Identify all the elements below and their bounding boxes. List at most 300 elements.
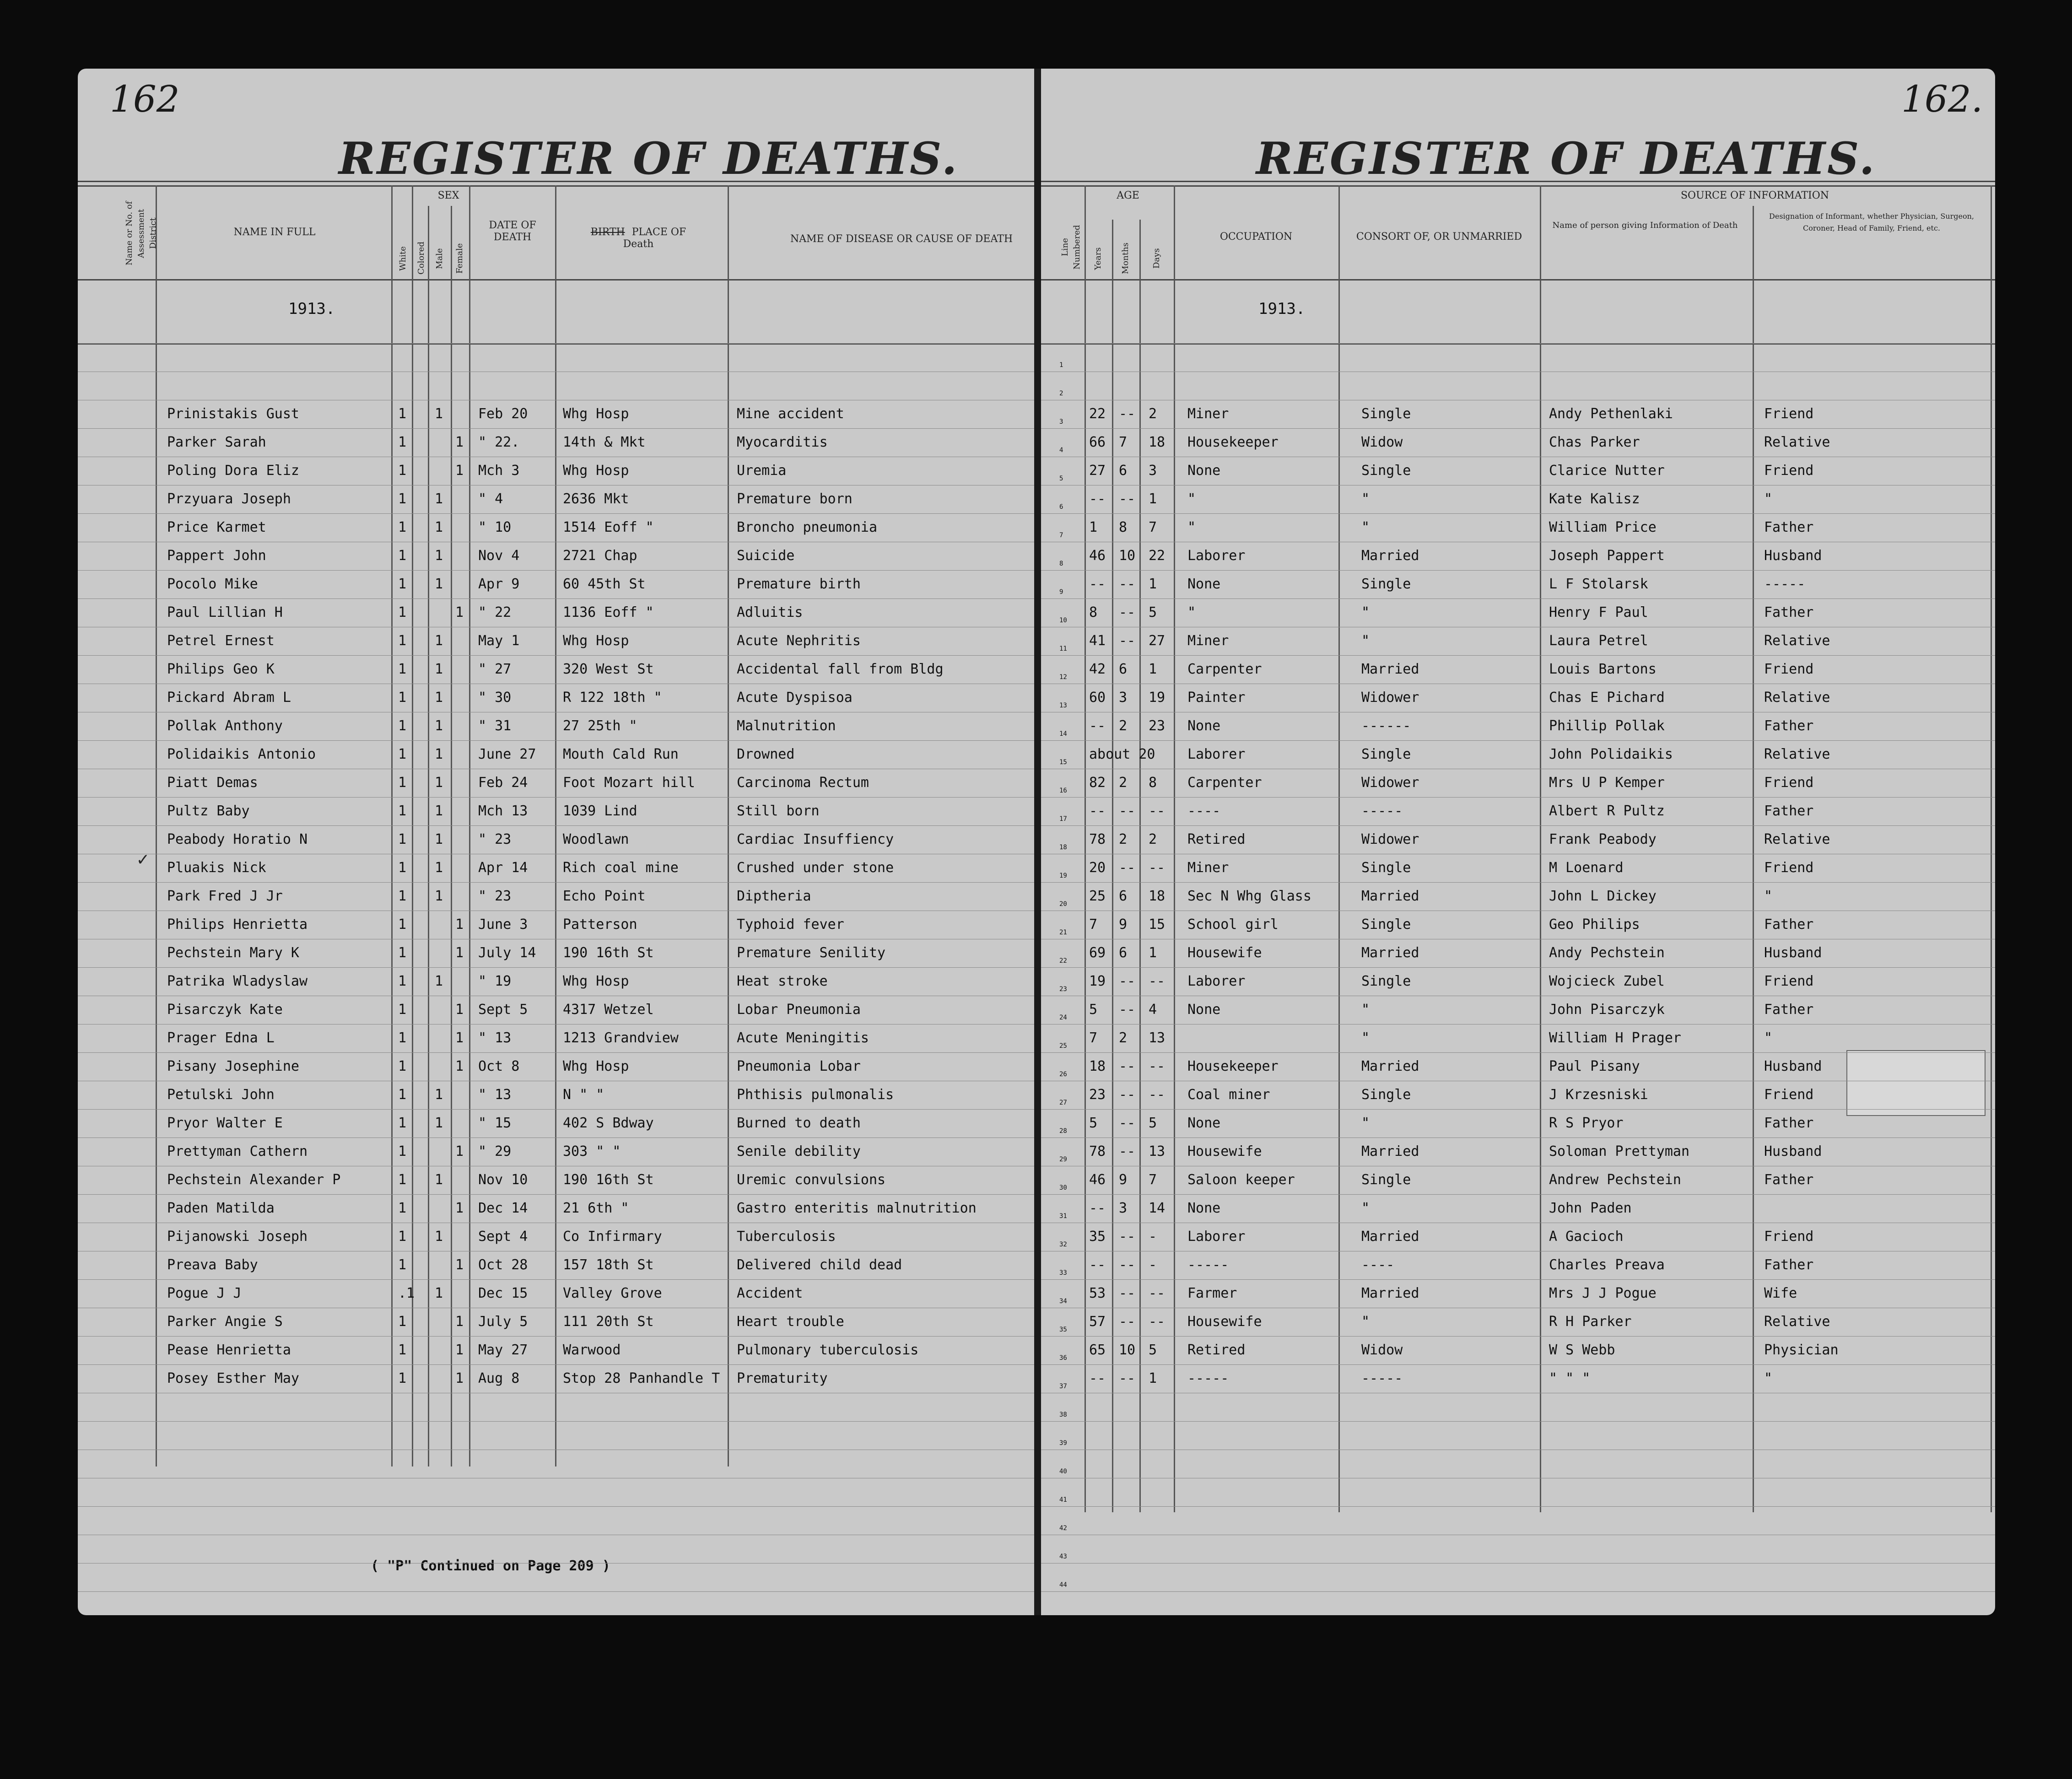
record-row-right: [1041, 570, 1995, 598]
line-number: 44: [1059, 1581, 1067, 1589]
cause-of-death: Premature birth: [737, 576, 861, 592]
colored-header: Colored: [416, 242, 426, 275]
ruled-line: [1041, 1506, 1995, 1507]
death-date: Aug 8: [478, 1370, 520, 1386]
occupation: Housewife: [1187, 945, 1262, 961]
ruled-line: [78, 1194, 1034, 1195]
informant-name: M Loenard: [1549, 860, 1624, 876]
informant-name: " " ": [1549, 1370, 1591, 1386]
cause-of-death: Tuberculosis: [737, 1229, 836, 1245]
deceased-name: Pisarczyk Kate: [167, 1002, 283, 1018]
white-mark: 1: [398, 1087, 407, 1103]
death-date: Oct 8: [478, 1058, 520, 1074]
death-date: Sept 4: [478, 1229, 528, 1245]
cause-of-death: Acute Nephritis: [737, 633, 861, 649]
death-date: " 29: [478, 1143, 512, 1159]
female-mark: 1: [455, 945, 464, 961]
informant-designation: Physician: [1764, 1342, 1839, 1358]
line-number: 20: [1059, 900, 1067, 908]
death-date: Mch 13: [478, 803, 528, 819]
ruled-line: [78, 598, 1034, 599]
age-years: 25: [1089, 888, 1106, 904]
line-number: 15: [1059, 759, 1067, 766]
male-mark: 1: [435, 888, 443, 904]
cause-of-death: Senile debility: [737, 1143, 861, 1159]
female-mark: 1: [455, 916, 464, 933]
male-header: Male: [435, 248, 444, 269]
age-months: 3: [1119, 690, 1128, 706]
informant-designation: ": [1764, 1030, 1773, 1046]
occupation: -----: [1187, 1257, 1229, 1273]
record-row-right: [1041, 400, 1995, 428]
white-mark: 1: [398, 1172, 407, 1188]
age-days: 1: [1149, 1370, 1157, 1386]
death-date: July 5: [478, 1314, 528, 1330]
line-number: 34: [1059, 1298, 1067, 1305]
informant-name: Andrew Pechstein: [1549, 1172, 1681, 1188]
death-place: 2721 Chap: [563, 548, 637, 564]
ruled-line: [1041, 1364, 1995, 1365]
marital-status: Single: [1361, 973, 1411, 989]
cause-of-death: Delivered child dead: [737, 1257, 902, 1273]
female-mark: 1: [455, 434, 464, 450]
line-number: 31: [1059, 1213, 1067, 1220]
informant-name: Albert R Pultz: [1549, 803, 1665, 819]
male-mark: 1: [435, 1115, 443, 1131]
cause-of-death: Lobar Pneumonia: [737, 1002, 861, 1018]
cause-of-death: Accidental fall from Bldg: [737, 661, 944, 677]
deceased-name: Petulski John: [167, 1087, 275, 1103]
informant-designation: Relative: [1764, 690, 1830, 706]
record-row-right: [1041, 825, 1995, 854]
white-mark: 1: [398, 945, 407, 961]
record-row-left: [78, 655, 1034, 684]
marital-status: -----: [1361, 803, 1403, 819]
line-number: 16: [1059, 787, 1067, 794]
ruled-line: [78, 1279, 1034, 1280]
death-date: Apr 14: [478, 860, 528, 876]
cause-of-death: Carcinoma Rectum: [737, 775, 869, 791]
age-years: 5: [1089, 1002, 1098, 1018]
record-row-left: [78, 769, 1034, 797]
white-mark: 1: [398, 661, 407, 677]
ruled-line: [78, 1137, 1034, 1138]
white-mark: 1: [398, 1229, 407, 1245]
age-months: --: [1119, 633, 1136, 649]
death-place: Co Infirmary: [563, 1229, 662, 1245]
age-days: 4: [1149, 1002, 1157, 1018]
age-months: --: [1119, 1002, 1136, 1018]
ruled-line: [1041, 825, 1995, 826]
occupation: Saloon keeper: [1187, 1172, 1295, 1188]
age-months: 3: [1119, 1200, 1128, 1216]
ruled-line: [1041, 967, 1995, 968]
informant-name: J Krzesniski: [1549, 1087, 1648, 1103]
death-place: R 122 18th ": [563, 690, 662, 706]
line-number: 6: [1059, 503, 1063, 511]
marital-status: Widower: [1361, 690, 1419, 706]
informant-designation: Friend: [1764, 661, 1814, 677]
record-row-right: [1041, 513, 1995, 542]
record-row-left: [78, 428, 1034, 457]
female-mark: 1: [455, 1058, 464, 1074]
age-years: 82: [1089, 775, 1106, 791]
male-mark: 1: [435, 1285, 443, 1301]
death-place: Whg Hosp: [563, 633, 629, 649]
record-row-left: [78, 627, 1034, 655]
right-page: [1041, 69, 1995, 1615]
record-row-left: [78, 854, 1034, 882]
white-mark: 1: [398, 888, 407, 904]
informant-name: L F Stolarsk: [1549, 576, 1648, 592]
age-months: 10: [1119, 548, 1136, 564]
record-row-left: [78, 1081, 1034, 1109]
deceased-name: Pollak Anthony: [167, 718, 283, 734]
deceased-name: Piatt Demas: [167, 775, 258, 791]
white-mark: 1: [398, 491, 407, 507]
cause-of-death: Suicide: [737, 548, 795, 564]
age-months: --: [1119, 604, 1136, 620]
white-mark: 1: [398, 1314, 407, 1330]
informant-name: Frank Peabody: [1549, 831, 1657, 847]
deceased-name: Peabody Horatio N: [167, 831, 308, 847]
informant-designation: Friend: [1764, 463, 1814, 479]
record-row-right: [1041, 911, 1995, 939]
death-place: Rich coal mine: [563, 860, 679, 876]
death-date: Oct 28: [478, 1257, 528, 1273]
age-months: --: [1119, 576, 1136, 592]
marital-status: Single: [1361, 1172, 1411, 1188]
female-mark: 1: [455, 463, 464, 479]
deceased-name: Park Fred J Jr: [167, 888, 283, 904]
occupation: Carpenter: [1187, 775, 1262, 791]
informant-designation: Wife: [1764, 1285, 1797, 1301]
record-row-left: [78, 712, 1034, 740]
age-days: 5: [1149, 604, 1157, 620]
line-number: 36: [1059, 1354, 1067, 1362]
record-row-left: [78, 1336, 1034, 1364]
age-years: 46: [1089, 1172, 1106, 1188]
cause-of-death: Uremic convulsions: [737, 1172, 886, 1188]
age-years: 46: [1089, 548, 1106, 564]
occupation: Laborer: [1187, 973, 1246, 989]
informant-designation: Friend: [1764, 860, 1814, 876]
age-months: --: [1119, 1229, 1136, 1245]
marital-status: Married: [1361, 888, 1419, 904]
line-number: 1: [1059, 361, 1063, 369]
informant-name: R S Pryor: [1549, 1115, 1624, 1131]
deceased-name: Prager Edna L: [167, 1030, 275, 1046]
deceased-name: Prinistakis Gust: [167, 406, 299, 422]
occupation: Laborer: [1187, 746, 1246, 762]
informant-designation: Relative: [1764, 633, 1830, 649]
days-header: Days: [1152, 248, 1161, 269]
cause-of-death: Typhoid fever: [737, 916, 844, 933]
age-months: 2: [1119, 775, 1128, 791]
death-place: 303 " ": [563, 1143, 621, 1159]
deceased-name: Preava Baby: [167, 1257, 258, 1273]
line-number: 18: [1059, 844, 1067, 851]
record-row-right: [1041, 1194, 1995, 1223]
occupation: Sec N Whg Glass: [1187, 888, 1311, 904]
record-row-left: [78, 1052, 1034, 1081]
death-date: Dec 14: [478, 1200, 528, 1216]
ruled-line: [1041, 1591, 1995, 1592]
informant-designation: Husband: [1764, 548, 1822, 564]
line-number: 14: [1059, 730, 1067, 738]
death-place: N " ": [563, 1087, 604, 1103]
ruled-line: [1041, 428, 1995, 429]
age-days: --: [1149, 973, 1166, 989]
informant-name: Geo Philips: [1549, 916, 1640, 933]
marital-status: Married: [1361, 1229, 1419, 1245]
ruled-line: [1041, 1052, 1995, 1053]
line-number: 26: [1059, 1071, 1067, 1078]
informant-designation: Father: [1764, 1002, 1814, 1018]
white-mark: 1: [398, 831, 407, 847]
death-place: Patterson: [563, 916, 637, 933]
male-mark: 1: [435, 1229, 443, 1245]
female-mark: 1: [455, 1200, 464, 1216]
cause-of-death: Adluitis: [737, 604, 803, 620]
informant-name: Charles Preava: [1549, 1257, 1665, 1273]
cause-of-death: Broncho pneumonia: [737, 519, 878, 535]
line-number: 13: [1059, 702, 1067, 709]
female-mark: 1: [455, 1143, 464, 1159]
ruled-line: [78, 570, 1034, 571]
death-date: Mch 3: [478, 463, 520, 479]
record-row-left: [78, 1024, 1034, 1052]
name-header: NAME IN FULL: [233, 226, 316, 238]
death-place: 27 25th ": [563, 718, 637, 734]
line-number: 42: [1059, 1525, 1067, 1532]
marital-status: ": [1361, 1115, 1370, 1131]
informant-name: John Paden: [1549, 1200, 1632, 1216]
deceased-name: Poling Dora Eliz: [167, 463, 299, 479]
deceased-name: Paul Lillian H: [167, 604, 283, 620]
left-page-title: REGISTER OF DEATHS.: [339, 133, 959, 184]
occupation: None: [1187, 463, 1221, 479]
informant-designation: Friend: [1764, 1087, 1814, 1103]
marital-status: ": [1361, 633, 1370, 649]
white-mark: 1: [398, 1115, 407, 1131]
male-mark: 1: [435, 1172, 443, 1188]
white-mark: 1: [398, 860, 407, 876]
age-months: 6: [1119, 945, 1128, 961]
deceased-name: Pijanowski Joseph: [167, 1229, 308, 1245]
age-years: 42: [1089, 661, 1106, 677]
ruled-line: [78, 967, 1034, 968]
record-row-right: [1041, 1251, 1995, 1279]
record-row-right: [1041, 598, 1995, 627]
age-days: --: [1149, 1058, 1166, 1074]
death-place: Woodlawn: [563, 831, 629, 847]
age-years: 23: [1089, 1087, 1106, 1103]
white-mark: 1: [398, 746, 407, 762]
line-number: 4: [1059, 447, 1063, 454]
age-days: 14: [1149, 1200, 1166, 1216]
record-row-left: [78, 598, 1034, 627]
age-years: 78: [1089, 831, 1106, 847]
age-months: 6: [1119, 463, 1128, 479]
female-mark: 1: [455, 1257, 464, 1273]
male-mark: 1: [435, 803, 443, 819]
ruled-line: [78, 825, 1034, 826]
cause-of-death: Drowned: [737, 746, 795, 762]
occupation: Housewife: [1187, 1314, 1262, 1330]
marital-status: ": [1361, 1200, 1370, 1216]
white-mark: 1: [398, 1342, 407, 1358]
age-years: 69: [1089, 945, 1106, 961]
marital-status: ": [1361, 1314, 1370, 1330]
occupation: None: [1187, 576, 1221, 592]
age-days: 8: [1149, 775, 1157, 791]
ruled-line: [78, 343, 1034, 344]
white-mark: 1: [398, 633, 407, 649]
white-header: White: [398, 246, 408, 271]
death-date: " 22.: [478, 434, 520, 450]
ruled-line: [1041, 343, 1995, 344]
deceased-name: Przyuara Joseph: [167, 491, 291, 507]
ruled-line: [78, 1052, 1034, 1053]
age-months: --: [1119, 1115, 1136, 1131]
death-place: 402 S Bdway: [563, 1115, 654, 1131]
age-months: 10: [1119, 1342, 1136, 1358]
death-date: " 15: [478, 1115, 512, 1131]
death-date: " 13: [478, 1087, 512, 1103]
record-row-left: [78, 939, 1034, 967]
place-header: [581, 226, 696, 250]
age-days: 22: [1149, 548, 1166, 564]
cause-of-death: Uremia: [737, 463, 787, 479]
age-years: 20: [1089, 860, 1106, 876]
age-days: 7: [1149, 519, 1157, 535]
age-days: --: [1149, 1285, 1166, 1301]
age-days: 15: [1149, 916, 1166, 933]
age-days: 19: [1149, 690, 1166, 706]
marital-status: Married: [1361, 945, 1419, 961]
ruled-line: [78, 655, 1034, 656]
left-page: [78, 69, 1034, 1615]
informant-name: Mrs U P Kemper: [1549, 775, 1665, 791]
age-years: 7: [1089, 1030, 1098, 1046]
informant-designation: Father: [1764, 519, 1814, 535]
occupation: Retired: [1187, 1342, 1246, 1358]
death-place: Foot Mozart hill: [563, 775, 695, 791]
informant-designation: Relative: [1764, 746, 1830, 762]
line-number: 21: [1059, 929, 1067, 936]
disease-header: NAME OF DISEASE OR CAUSE OF DEATH: [790, 233, 1013, 245]
death-place: 14th & Mkt: [563, 434, 646, 450]
informant-header: Name of person giving Information of Death: [1552, 221, 1738, 230]
age-header: AGE: [1117, 190, 1139, 201]
cause-of-death: Phthisis pulmonalis: [737, 1087, 894, 1103]
occupation: Farmer: [1187, 1285, 1237, 1301]
informant-name: John L Dickey: [1549, 888, 1657, 904]
record-row-right: [1041, 712, 1995, 740]
informant-name: Kate Kalisz: [1549, 491, 1640, 507]
record-row-left: [78, 1166, 1034, 1194]
death-place: 60 45th St: [563, 576, 646, 592]
deceased-name: Philips Geo K: [167, 661, 275, 677]
age-days: -: [1149, 1257, 1157, 1273]
age-days: --: [1149, 860, 1166, 876]
record-row-right: [1041, 457, 1995, 485]
record-row-left: [78, 570, 1034, 598]
record-row-left: [78, 1308, 1034, 1336]
deceased-name: Pickard Abram L: [167, 690, 291, 706]
informant-designation: Friend: [1764, 1229, 1814, 1245]
age-years: --: [1089, 1370, 1106, 1386]
death-date: June 27: [478, 746, 536, 762]
consort-header: CONSORT OF, OR UNMARRIED: [1356, 231, 1522, 243]
designation-header: Designation of Informant, whether Physician, Surgeon, Coroner, Head of Family, Friend, etc.: [1769, 212, 1974, 232]
death-date: " 30: [478, 690, 512, 706]
informant-name: W S Webb: [1549, 1342, 1615, 1358]
ruled-line: [78, 882, 1034, 883]
deceased-name: Price Karmet: [167, 519, 266, 535]
female-mark: 1: [455, 1342, 464, 1358]
age-years: --: [1089, 1257, 1106, 1273]
ruled-line: [78, 1591, 1034, 1592]
death-date: " 13: [478, 1030, 512, 1046]
record-row-left: [78, 967, 1034, 996]
age-months: 2: [1119, 831, 1128, 847]
marital-status: Single: [1361, 406, 1411, 422]
record-row-right: [1041, 1024, 1995, 1052]
informant-designation: -----: [1764, 576, 1806, 592]
record-row-right: [1041, 996, 1995, 1024]
age-years: 65: [1089, 1342, 1106, 1358]
age-years: 8: [1089, 604, 1098, 620]
district-header: Name or No. of Assessment District: [124, 201, 158, 266]
age-years: 66: [1089, 434, 1106, 450]
line-number: 23: [1059, 986, 1067, 993]
age-years: --: [1089, 491, 1106, 507]
line-number: 25: [1059, 1042, 1067, 1050]
line-number: 19: [1059, 872, 1067, 879]
cause-of-death: Mine accident: [737, 406, 844, 422]
cause-of-death: Prematurity: [737, 1370, 828, 1386]
occupation: Laborer: [1187, 1229, 1246, 1245]
death-date: June 3: [478, 916, 528, 933]
white-mark: 1: [398, 1002, 407, 1018]
deceased-name: Pocolo Mike: [167, 576, 258, 592]
record-row-right: [1041, 740, 1995, 769]
cause-of-death: Still born: [737, 803, 820, 819]
age-months: --: [1119, 406, 1136, 422]
age-days: 13: [1149, 1030, 1166, 1046]
informant-designation: Husband: [1764, 1143, 1822, 1159]
record-row-left: [78, 542, 1034, 570]
marital-status: ": [1361, 1030, 1370, 1046]
age-days: 2: [1149, 406, 1157, 422]
age-years: 7: [1089, 916, 1098, 933]
informant-designation: Father: [1764, 1257, 1814, 1273]
white-mark: 1: [398, 604, 407, 620]
marital-status: Widow: [1361, 1342, 1403, 1358]
death-place: 1514 Eoff ": [563, 519, 654, 535]
informant-name: Henry F Paul: [1549, 604, 1648, 620]
occupation: Miner: [1187, 860, 1229, 876]
death-date: " 31: [478, 718, 512, 734]
cause-of-death: Pulmonary tuberculosis: [737, 1342, 919, 1358]
male-mark: 1: [435, 690, 443, 706]
record-row-right: [1041, 854, 1995, 882]
age-months: --: [1119, 1087, 1136, 1103]
line-number: 17: [1059, 815, 1067, 823]
occupation: Carpenter: [1187, 661, 1262, 677]
